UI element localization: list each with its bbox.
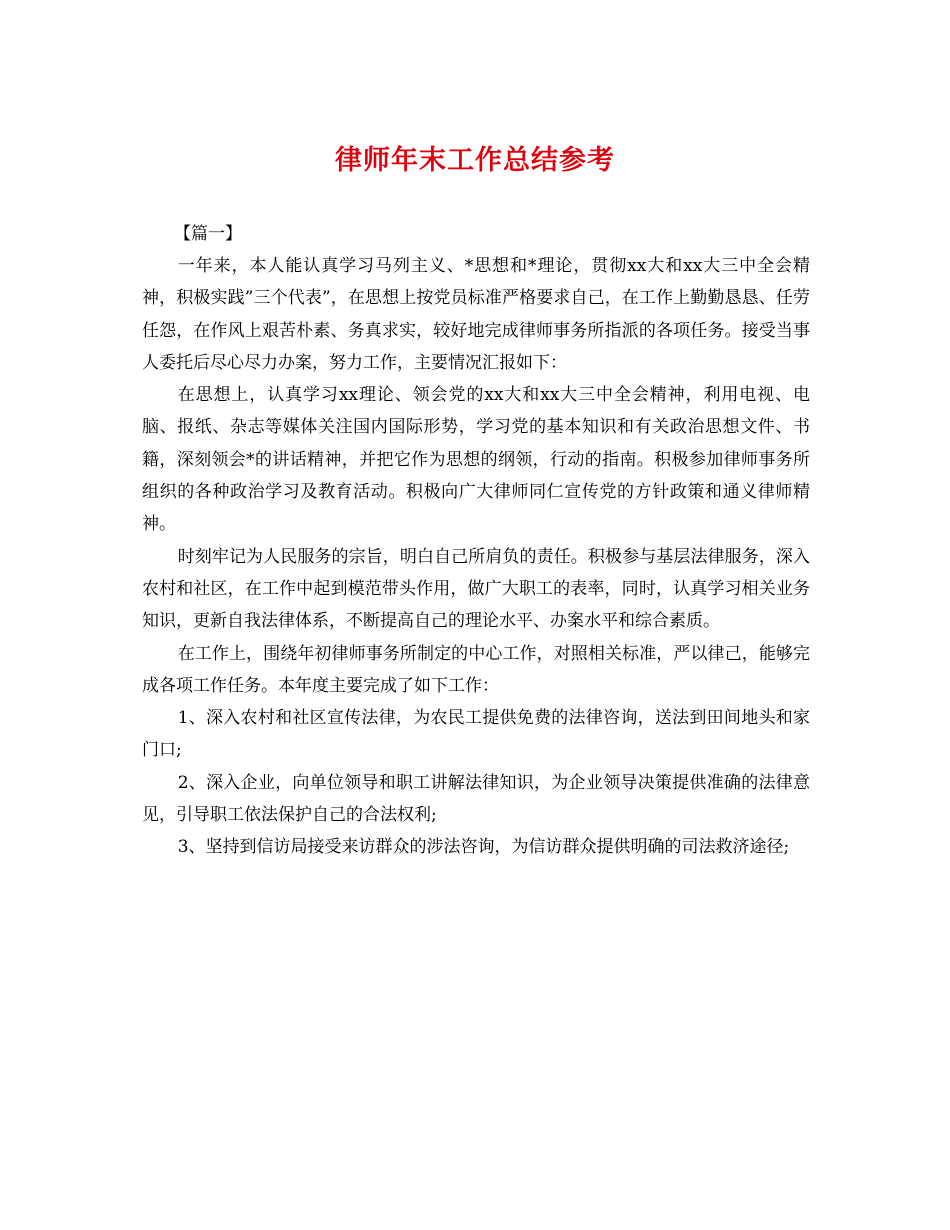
paragraph-intro: 一年来，本人能认真学习马列主义、*思想和*理论，贯彻xx大和xx大三中全会精神，积极实践”三个代表”，在思想上按党员标准严格要求自己，在工作上勤勤恳恳、任劳任怨，在作风上艰苦朴素、务真求实，较好地完成律师事务所指派的各项任务。接受当事人委托后尽心尽力办案，努力工作，主要情况汇报如下： xyxy=(142,256,810,373)
paragraph-service: 时刻牢记为人民服务的宗旨，明白自己所肩负的责任。积极参与基层法律服务，深入农村和社区，在工作中起到模范带头作用，做广大职工的表率，同时，认真学习相关业务知识，更新自我法律体系，不断提高自己的理论水平、办案水平和综合素质。 xyxy=(142,546,810,632)
paragraph-work: 在工作上，围绕年初律师事务所制定的中心工作，对照相关标准，严以律己，能够完成各项工作任务。本年度主要完成了如下工作： xyxy=(142,643,810,696)
paragraph-ideology: 在思想上，认真学习xx理论、领会党的xx大和xx大三中全会精神，利用电视、电脑、报纸、杂志等媒体关注国内国际形势，学习党的基本知识和有关政治思想文件、书籍，深刻领会*的讲话精神，并把它作为思想的纲领，行动的指南。积极参加律师事务所组织的各种政治学习及教育活动。积极向广大律师同仁宣传党的方针政策和通义律师精神。 xyxy=(142,385,810,535)
document-body xyxy=(142,218,810,864)
list-item-2: 2、深入企业，向单位领导和职工讲解法律知识，为企业领导决策提供准确的法律意见，引导职工依法保护自己的合法权利; xyxy=(142,772,810,826)
list-item-3: 3、坚持到信访局接受来访群众的涉法咨询，为信访群众提供明确的司法救济途径; xyxy=(177,837,790,858)
section-label: 【篇一】 xyxy=(174,224,242,244)
list-item-1: 1、深入农村和社区宣传法律，为农民工提供免费的法律咨询，送法到田间地头和家门口; xyxy=(142,708,810,761)
document-title: 律师年末工作总结参考 xyxy=(335,145,615,176)
